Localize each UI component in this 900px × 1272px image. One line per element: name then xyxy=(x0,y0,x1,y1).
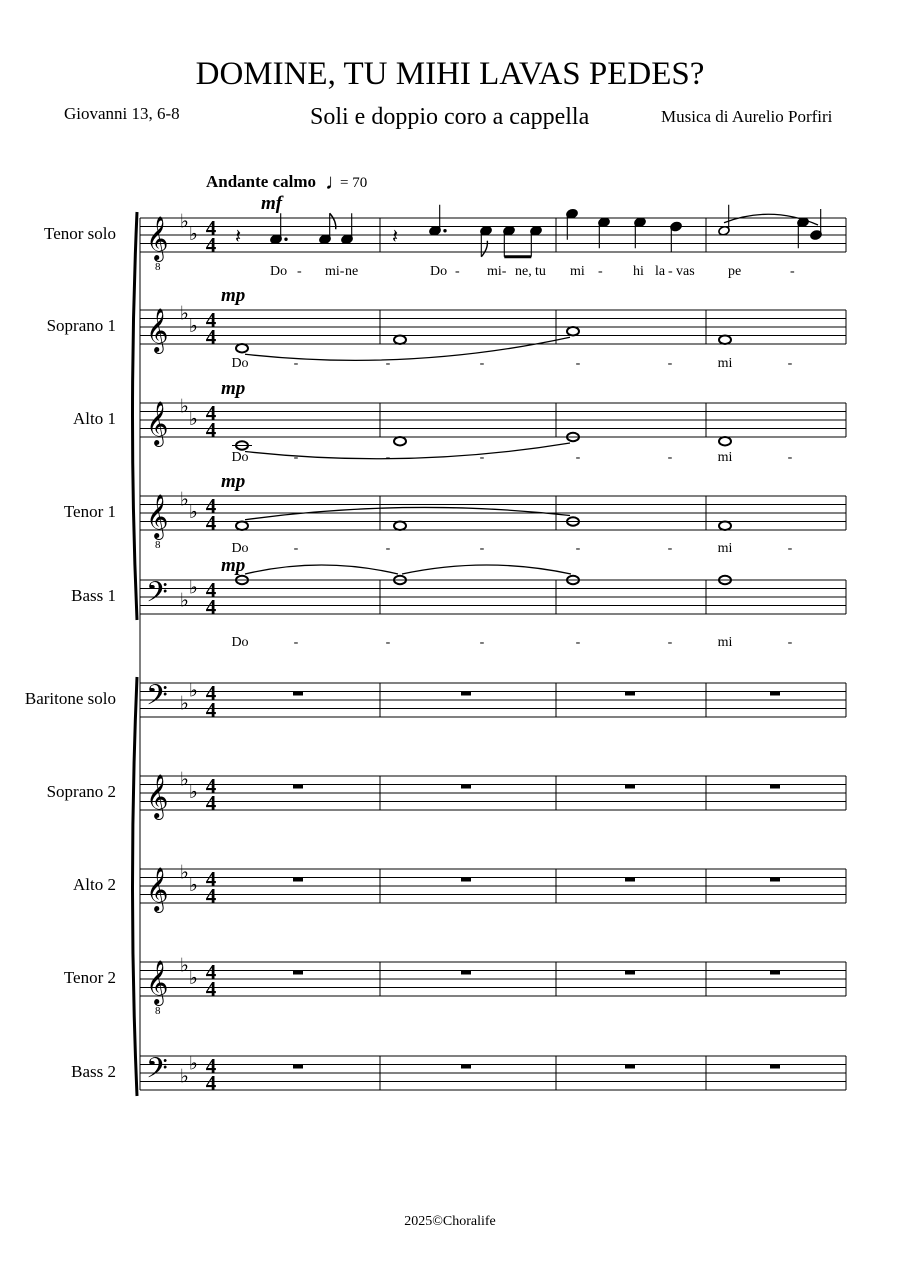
whole-rest xyxy=(770,878,780,882)
tie xyxy=(245,565,398,574)
lyric-syllable: - xyxy=(385,541,391,556)
tempo-value: = 70 xyxy=(340,175,368,191)
key-flat-icon: ♭ xyxy=(189,409,198,430)
choir1-brace xyxy=(133,212,138,620)
key-flat-icon: ♭ xyxy=(189,577,198,599)
whole-note xyxy=(236,344,248,352)
lyric-syllable: Do xyxy=(231,450,249,465)
lyric-syllable: - xyxy=(668,264,673,279)
whole-rest xyxy=(770,785,780,789)
score-title: DOMINE, TU MIHI LAVAS PEDES? xyxy=(195,56,705,92)
lyric-syllable: mi xyxy=(570,264,585,279)
key-flat-icon: ♭ xyxy=(180,862,189,884)
staff-name-alto-1: Alto 1 xyxy=(73,409,116,428)
whole-rest xyxy=(461,692,471,696)
key-flat-icon: ♭ xyxy=(180,590,189,612)
lyric-syllable: mi xyxy=(717,635,733,650)
time-signature-top: 4 xyxy=(205,494,217,518)
lyric-syllable: Do xyxy=(231,635,249,650)
time-signature-bottom: 4 xyxy=(205,595,217,619)
lyric-syllable: - xyxy=(479,356,485,371)
whole-rest xyxy=(625,1065,635,1069)
staff-name-tenor-1: Tenor 1 xyxy=(63,502,116,521)
lyric-syllable: mi xyxy=(717,356,733,371)
dynamic-marking: mp xyxy=(221,285,246,306)
lyric-syllable: - xyxy=(297,264,302,279)
time-signature-top: 4 xyxy=(205,774,217,798)
whole-rest xyxy=(461,1065,471,1069)
dynamic-marking: mf xyxy=(261,193,283,214)
lyric-syllable: - xyxy=(787,450,793,465)
bass-clef-icon: 𝄢 xyxy=(146,578,168,615)
time-signature-bottom: 4 xyxy=(205,418,217,442)
tie xyxy=(402,565,571,574)
octave-8-mark: 8 xyxy=(155,261,161,273)
lyric-syllable: - xyxy=(479,450,485,465)
key-flat-icon: ♭ xyxy=(180,693,189,715)
composer-credit: Musica di Aurelio Porfiri xyxy=(661,107,833,126)
tempo-label: Andante calmo xyxy=(206,172,317,191)
treble-clef-icon: 𝄞 xyxy=(146,496,169,538)
lyric-syllable: - xyxy=(598,264,603,279)
whole-note xyxy=(236,522,248,530)
choir2-brace xyxy=(133,677,138,1096)
lyric-syllable: - xyxy=(293,450,299,465)
copyright-footer: 2025©Choralife xyxy=(404,1214,496,1229)
dynamic-marking: mp xyxy=(221,378,246,399)
whole-note xyxy=(719,336,731,344)
lyric-syllable: - xyxy=(667,356,673,371)
lyric-syllable: Do xyxy=(231,541,249,556)
time-signature-bottom: 4 xyxy=(205,233,217,257)
octave-8-mark: 8 xyxy=(155,1005,161,1017)
quarter-rest-icon: 𝄽 xyxy=(392,226,399,248)
lyric-syllable: - xyxy=(667,635,673,650)
whole-rest xyxy=(293,692,303,696)
lyric-syllable: - xyxy=(293,541,299,556)
key-flat-icon: ♭ xyxy=(180,396,189,418)
key-flat-icon: ♭ xyxy=(180,303,189,325)
score-subtitle: Soli e doppio coro a cappella xyxy=(310,104,590,130)
key-flat-icon: ♭ xyxy=(189,502,198,523)
key-flat-icon: ♭ xyxy=(189,968,198,989)
treble-clef-icon: 𝄞 xyxy=(146,310,169,352)
lyric-syllable: mi- xyxy=(325,264,345,279)
key-flat-icon: ♭ xyxy=(189,316,198,337)
lyric-syllable: tu xyxy=(535,264,546,279)
time-signature-bottom: 4 xyxy=(205,1071,217,1095)
whole-rest xyxy=(461,785,471,789)
lyric-syllable: ne xyxy=(345,264,359,279)
staff-name-baritone-solo: Baritone solo xyxy=(24,689,116,708)
lyric-syllable: - xyxy=(293,635,299,650)
staff-name-alto-2: Alto 2 xyxy=(73,875,116,894)
time-signature-top: 4 xyxy=(205,681,217,705)
whole-note xyxy=(719,437,731,445)
time-signature-bottom: 4 xyxy=(205,791,217,815)
lyric-syllable: vas xyxy=(676,264,695,279)
whole-rest xyxy=(770,971,780,975)
lyric-syllable: - xyxy=(575,450,581,465)
time-signature-top: 4 xyxy=(205,867,217,891)
whole-rest xyxy=(293,878,303,882)
lyric-syllable: - xyxy=(667,541,673,556)
treble-clef-icon: 𝄞 xyxy=(146,776,169,818)
whole-note xyxy=(394,336,406,344)
lyric-syllable: Do xyxy=(270,264,288,279)
lyric-syllable: - xyxy=(787,541,793,556)
time-signature-top: 4 xyxy=(205,578,217,602)
phrase-slur xyxy=(245,507,570,519)
treble-clef-icon: 𝄞 xyxy=(146,218,169,260)
treble-clef-icon: 𝄞 xyxy=(146,403,169,445)
staff-name-soprano-2: Soprano 2 xyxy=(46,782,116,801)
whole-rest xyxy=(625,692,635,696)
staff-name-tenor-solo: Tenor solo xyxy=(44,224,116,243)
augmentation-dot xyxy=(443,229,446,232)
time-signature-top: 4 xyxy=(205,308,217,332)
lyric-syllable: pe xyxy=(728,264,742,279)
whole-note xyxy=(394,437,406,445)
whole-note xyxy=(719,522,731,530)
staff-name-soprano-1: Soprano 1 xyxy=(46,316,116,335)
augmentation-dot xyxy=(284,238,287,241)
key-flat-icon: ♭ xyxy=(180,211,189,233)
whole-rest xyxy=(293,1065,303,1069)
whole-rest xyxy=(625,878,635,882)
lyric-syllable: - xyxy=(479,635,485,650)
time-signature-top: 4 xyxy=(205,1054,217,1078)
key-flat-icon: ♭ xyxy=(189,1053,198,1075)
dynamic-marking: mp xyxy=(221,471,246,492)
key-flat-icon: ♭ xyxy=(189,680,198,702)
dynamic-marking: mp xyxy=(221,555,246,576)
whole-rest xyxy=(461,878,471,882)
key-flat-icon: ♭ xyxy=(189,875,198,896)
lyric-syllable: Do xyxy=(231,356,249,371)
lyric-syllable: mi- xyxy=(487,264,507,279)
key-flat-icon: ♭ xyxy=(180,1066,189,1088)
lyric-syllable: mi xyxy=(717,450,733,465)
bass-clef-icon: 𝄢 xyxy=(146,681,168,718)
time-signature-bottom: 4 xyxy=(205,884,217,908)
time-signature-top: 4 xyxy=(205,401,217,425)
key-flat-icon: ♭ xyxy=(180,769,189,791)
lyric-syllable: - xyxy=(385,450,391,465)
staff-name-bass-2: Bass 2 xyxy=(71,1062,116,1081)
lyric-syllable: - xyxy=(790,264,795,279)
lyric-syllable: - xyxy=(575,356,581,371)
lyric-syllable: - xyxy=(575,635,581,650)
lyric-syllable: - xyxy=(667,450,673,465)
whole-rest xyxy=(461,971,471,975)
lyric-syllable: ne, xyxy=(515,264,532,279)
whole-rest xyxy=(293,971,303,975)
whole-note xyxy=(567,327,579,335)
octave-8-mark: 8 xyxy=(155,539,161,551)
scripture-reference: Giovanni 13, 6-8 xyxy=(64,104,180,123)
whole-rest xyxy=(293,785,303,789)
lyric-syllable: - xyxy=(455,264,460,279)
key-flat-icon: ♭ xyxy=(180,955,189,977)
bass-clef-icon: 𝄢 xyxy=(146,1054,168,1091)
whole-rest xyxy=(770,1065,780,1069)
quarter-rest-icon: 𝄽 xyxy=(235,226,242,248)
time-signature-bottom: 4 xyxy=(205,698,217,722)
lyric-syllable: - xyxy=(385,356,391,371)
whole-rest xyxy=(625,971,635,975)
lyric-syllable: - xyxy=(479,541,485,556)
time-signature-top: 4 xyxy=(205,960,217,984)
key-flat-icon: ♭ xyxy=(189,224,198,245)
lyric-syllable: - xyxy=(787,635,793,650)
lyric-syllable: la xyxy=(655,264,666,279)
tempo-note-icon: ♩ xyxy=(325,169,347,194)
lyric-syllable: - xyxy=(293,356,299,371)
lyric-syllable: mi xyxy=(717,541,733,556)
time-signature-bottom: 4 xyxy=(205,977,217,1001)
lyric-syllable: hi xyxy=(633,264,644,279)
whole-rest xyxy=(770,692,780,696)
key-flat-icon: ♭ xyxy=(180,489,189,511)
lyric-syllable: Do xyxy=(430,264,448,279)
staff-name-bass-1: Bass 1 xyxy=(71,586,116,605)
treble-clef-icon: 𝄞 xyxy=(146,962,169,1004)
key-flat-icon: ♭ xyxy=(189,782,198,803)
time-signature-top: 4 xyxy=(205,216,217,240)
lyric-syllable: - xyxy=(787,356,793,371)
time-signature-bottom: 4 xyxy=(205,325,217,349)
whole-note xyxy=(394,522,406,530)
lyric-syllable: - xyxy=(385,635,391,650)
time-signature-bottom: 4 xyxy=(205,511,217,535)
whole-rest xyxy=(625,785,635,789)
staff-name-tenor-2: Tenor 2 xyxy=(63,968,116,987)
lyric-syllable: - xyxy=(575,541,581,556)
treble-clef-icon: 𝄞 xyxy=(146,869,169,911)
